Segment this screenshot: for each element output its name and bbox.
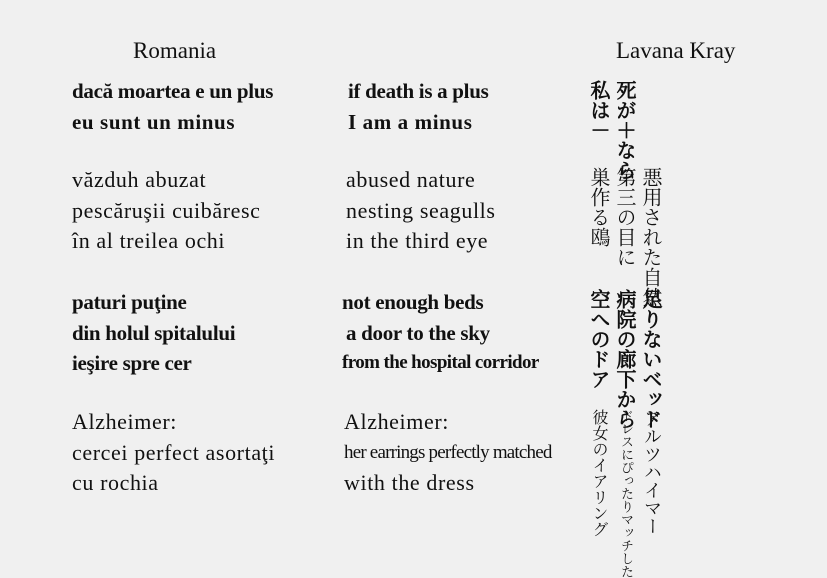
japanese-column [586,80,638,180]
english-column [344,407,552,499]
poem-line: paturi puţine [72,290,187,314]
poem-line: ドレスにぴったりマッチした [618,409,633,578]
poem-line: 彼女のイアリング [590,409,609,537]
romanian-column [72,407,275,499]
poem-line: pescăruşii cuibăresc [72,197,261,223]
column-header-lavana-kray: Lavana Kray [616,38,736,63]
japanese-column [586,289,664,429]
poem-line: アルツハイマー [641,409,662,535]
poem-line: din holul spitalului [72,320,236,345]
poem-line: 足りないベッド [639,289,663,429]
poem-line: eu sunt un minus [72,109,236,134]
romanian-column [72,76,273,137]
poem-line: văzduh abuzat [72,167,207,192]
poem-line: 悪用された自然 [639,167,663,307]
english-column [346,165,496,257]
poem-line: nesting seagulls [346,197,496,223]
column-header-romania: Romania [133,38,217,63]
poem-line: 空へのドア [587,289,611,389]
romanian-column [72,165,261,257]
poem-line: Alzheimer: [344,409,449,434]
poem-line: with the dress [344,470,475,495]
poem-line: from the hospital corridor [342,352,539,373]
poem-line: if death is a plus [348,79,489,103]
poem-line: not enough beds [342,290,484,314]
poem-line: 第三の目に [613,167,637,267]
poem-line: I am a minus [348,109,473,134]
poem-line: cercei perfect asortaţi [72,439,276,465]
poem-line: cu rochia [72,470,159,495]
poem-line: ieşire spre cer [72,351,192,375]
japanese-column [586,409,664,578]
poem-line: a door to the sky [346,320,490,345]
poem-line: Alzheimer: [72,409,177,434]
poem-line: in the third eye [346,228,489,253]
poem-line: 私は－ [587,80,611,140]
japanese-column [586,167,664,307]
poem-line: abused nature [346,167,476,192]
english-column [342,287,539,379]
poem-line: dacă moartea e un plus [72,79,274,103]
romanian-column [72,287,235,379]
poem-line: în al treilea ochi [72,228,226,253]
poem-line: 死が＋なら [613,80,637,180]
poem-line: 病院の廊下から [613,289,637,429]
poem-line: her earrings perfectly matched [344,441,552,463]
poem-line: 巣作る鴎 [587,167,611,247]
english-column [348,76,488,137]
